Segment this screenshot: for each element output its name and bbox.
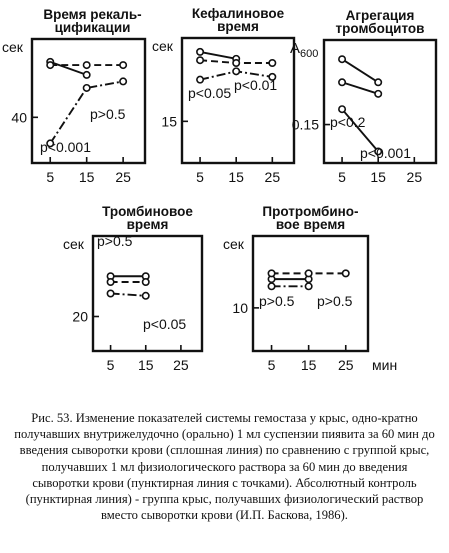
y-axis-label: сек [152,38,173,54]
series-line [50,62,86,75]
data-point [197,49,203,55]
x-tick-label: 15 [370,169,386,185]
y-axis-label-sub: 600 [300,48,319,60]
chart-panel-4 [63,204,202,373]
chart-title: время [126,217,169,232]
x-tick-label: 5 [338,169,346,185]
p-value-annotation: p<0.2 [330,114,366,130]
p-value-annotation: p>0.5 [317,293,353,309]
p-value-annotation: p>0.5 [97,233,133,249]
data-point [375,91,381,97]
x-tick-label: 15 [228,169,244,185]
p-value-annotation: p<0.001 [360,145,411,161]
figure-caption: Рис. 53. Изменение показателей системы гемостаза у крыс, одно-кратно получавших внутрижелудочно (орально) 1 мл суспензии пиявита за 60 мин до введения сыворотки крови (сплошная линия) по сравнению с группой крыс, получавших 1 мл физиологического раствора за 60 мин до введения сыворотки крови (пунктирная линия с точками). Абсолютный контроль (пунктирная линия) - группа крыс, получавших физиологический раствор вместо сыворотки крови (И.П. Баскова, 1986). [14,411,435,523]
data-point [83,62,89,68]
data-point [83,72,89,78]
p-value-annotation: p<0.05 [143,316,187,332]
x-tick-label: 5 [46,169,55,185]
x-tick-label: 5 [196,169,204,185]
x-tick-label: 25 [173,357,189,373]
x-tick-label: 25 [337,357,354,373]
chart-title: Протромбино- [262,204,359,219]
p-value-annotation: p>0.5 [259,293,295,309]
series-line [342,82,378,94]
data-point [120,78,126,84]
data-point [343,270,349,276]
data-point [305,283,311,289]
p-value-annotation: p<0.05 [188,85,232,101]
chart-title: время [217,19,259,34]
y-tick-label: 15 [161,113,177,130]
y-axis-label: сек [63,236,84,252]
data-point [269,60,275,66]
data-point [197,76,203,82]
y-tick-label: 20 [72,308,88,325]
p-value-annotation: p<0.001 [40,139,91,155]
x-tick-label: 15 [78,169,95,185]
p-value-annotation: p<0.01 [234,77,278,93]
chart-panel-2 [152,6,294,185]
data-point [233,60,239,66]
chart-panel-5 [223,204,368,373]
data-point [233,68,239,74]
x-tick-label: 15 [137,357,154,373]
x-tick-label: 25 [406,169,423,185]
x-tick-label: 5 [106,357,115,373]
data-point [268,270,274,276]
series-line [111,294,146,296]
chart-title: Агрегация [345,8,415,23]
chart-title: Время рекаль- [43,7,142,22]
data-point [305,270,311,276]
x-tick-label: 5 [267,357,276,373]
series-line [342,59,378,82]
data-point [107,279,113,285]
y-tick-label: 40 [11,109,27,126]
chart-title: тромбоцитов [335,21,425,36]
data-point [47,62,53,68]
y-axis-label: $A_{600}$ [290,40,319,60]
series-line [200,52,236,59]
data-point [339,56,345,62]
chart-panel-3 [290,8,436,185]
data-point [339,106,345,112]
x-tick-label: 15 [300,357,317,373]
chart-title: Тромбиновое [102,204,193,219]
data-point [268,283,274,289]
data-point [120,62,126,68]
data-point [375,79,381,85]
y-axis-label: сек [2,39,23,55]
data-point [197,57,203,63]
data-point [143,293,149,299]
chart-title: цификации [54,20,131,35]
data-point [107,290,113,296]
x-unit-label: мин [372,357,398,373]
y-tick-label: 10 [232,299,248,316]
p-value-annotation: p>0.5 [90,106,126,122]
x-tick-label: 25 [115,169,131,185]
chart-panel-1 [2,7,145,185]
data-point [143,279,149,285]
y-axis-label: сек [223,236,244,252]
data-point [83,85,89,91]
chart-title: вое время [275,217,346,232]
data-point [339,79,345,85]
chart-title: Кефалиновое [191,6,285,21]
x-tick-label: 25 [264,169,281,185]
y-tick-label: 0.15 [291,116,319,133]
